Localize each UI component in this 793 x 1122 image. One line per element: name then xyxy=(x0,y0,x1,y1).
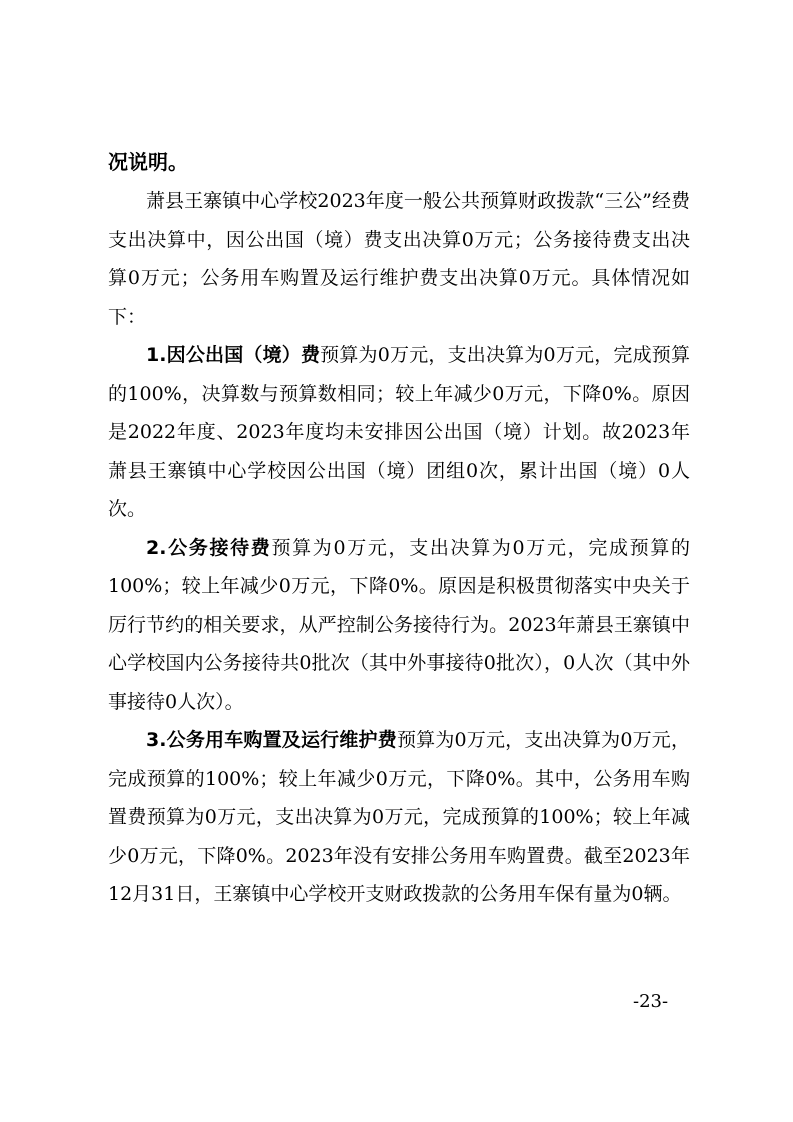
section-heading: 况说明。 xyxy=(108,150,188,174)
paragraph-text: 预算为0万元，支出决算为0万元，完成预算的100%，决算数与预算数相同；较上年减少0万元，下降0%。原因是2022年度、2023年度均未安排因公出国（境）计划。故2023年萧县王寨镇中心学校因公出国（境）团组0次，累计出国（境）0人次。 xyxy=(108,344,690,520)
paragraph-lead: 3.公务用车购置及运行维护费 xyxy=(146,729,397,751)
paragraph-vehicles xyxy=(108,721,690,914)
paragraph-reception xyxy=(108,529,690,722)
paragraph-lead: 2.公务接待费 xyxy=(146,536,272,559)
paragraph-lead: 1.因公出国（境）费 xyxy=(146,344,321,366)
paragraph-text: 萧县王寨镇中心学校2023年度一般公共预算财政拨款“三公”经费支出决算中，因公出国（境）费支出决算0万元；公务接待费支出决算0万元；公务用车购置及运行维护费支出决算0万元。具体情况如下： xyxy=(108,190,690,328)
paragraph-text: 预算为0万元，支出决算为0万元，完成预算的100%；较上年减少0万元，下降0%。原因是积极贯彻落实中央关于厉行节约的相关要求，从严控制公务接待行为。2023年萧县王寨镇中心学校国内公务接待共0批次（其中外事接待0批次），0人次（其中外事接待0人次）。 xyxy=(108,536,690,713)
document-body xyxy=(108,142,690,914)
paragraph-overseas-travel xyxy=(108,336,690,529)
paragraph-intro xyxy=(108,182,690,336)
paragraph-text: 预算为0万元，支出决算为0万元，完成预算的100%；较上年减少0万元，下降0%。其中，公务用车购置费预算为0万元，支出决算为0万元，完成预算的100%；较上年减少0万元，下降0%。2023年没有安排公务用车购置费。截至2023年12月31日，王寨镇中心学校开支财政拨款的公务用车保有量为0辆。 xyxy=(108,729,690,905)
page-number: -23- xyxy=(633,991,669,1012)
